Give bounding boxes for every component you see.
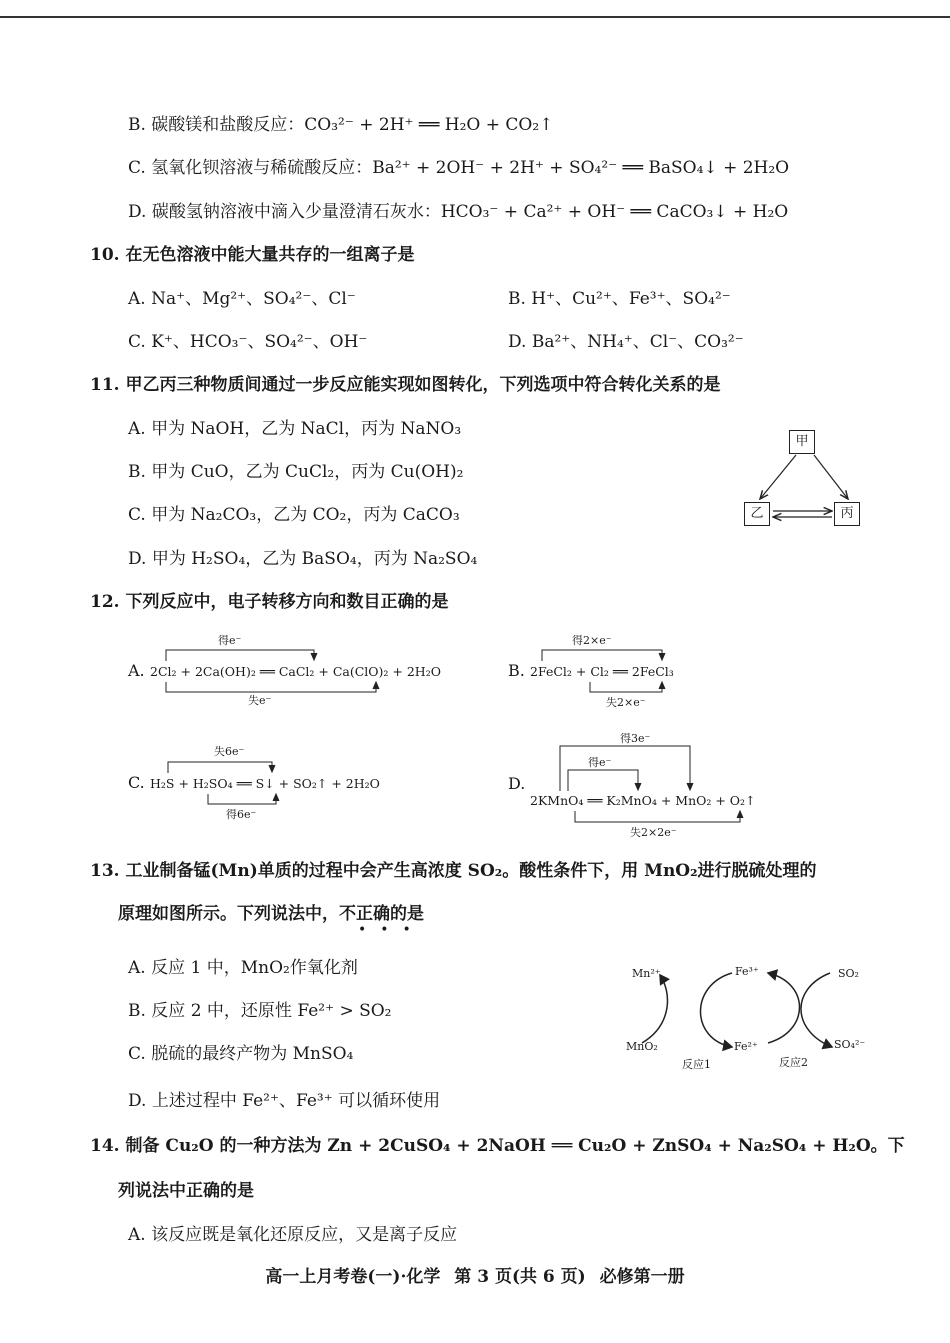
q14-option-a: A. 该反应既是氧化还原反应，又是离子反应 bbox=[128, 1225, 458, 1245]
q12-c-loss: 失6e⁻ bbox=[214, 745, 245, 758]
footer-page-number: 第 3 页(共 6 页) bbox=[454, 1267, 586, 1287]
q12-a-letter: A. bbox=[128, 661, 145, 680]
q12-a-gain: 得e⁻ bbox=[218, 634, 242, 647]
q9-option-c: C. 氢氧化钡溶液与稀硫酸反应：Ba²⁺ + 2OH⁻ + 2H⁺ + SO₄²⁻ ══ BaSO₄↓ + 2H₂O bbox=[128, 158, 790, 178]
q9-option-d: D. 碳酸氢钠溶液中滴入少量澄清石灰水：HCO₃⁻ + Ca²⁺ + OH⁻ ══ CaCO₃↓ + H₂O bbox=[128, 202, 789, 222]
q10-option-d: D. Ba²⁺、NH₄⁺、Cl⁻、CO₃²⁻ bbox=[508, 332, 744, 352]
q11-option-a: A. 甲为 NaOH，乙为 NaCl，丙为 NaNO₃ bbox=[128, 419, 462, 439]
q13-option-c: C. 脱硫的最终产物为 MnSO₄ bbox=[128, 1044, 354, 1064]
q9-option-b: B. 碳酸镁和盐酸反应：CO₃²⁻ + 2H⁺ ══ H₂O + CO₂↑ bbox=[128, 115, 554, 135]
q13-label-so4: SO₄²⁻ bbox=[834, 1038, 866, 1051]
q14-stem-line2: 列说法中正确的是 bbox=[118, 1181, 254, 1201]
q13-label-fe3: Fe³⁺ bbox=[735, 965, 759, 978]
q11-node-jia: 甲 bbox=[789, 430, 815, 454]
q13-option-d: D. 上述过程中 Fe²⁺、Fe³⁺ 可以循环使用 bbox=[128, 1091, 441, 1111]
q12-b-gain: 得2×e⁻ bbox=[572, 634, 612, 647]
q13-label-mn2: Mn²⁺ bbox=[632, 967, 661, 980]
q13-option-b: B. 反应 2 中，还原性 Fe²⁺ > SO₂ bbox=[128, 1001, 392, 1021]
q12-d-gain-3e: 得3e⁻ bbox=[620, 732, 651, 745]
q12-c-letter: C. bbox=[128, 773, 145, 792]
q14-stem-line1: 14. 制备 Cu₂O 的一种方法为 Zn + 2CuSO₄ + 2NaOH ══ Cu₂O + ZnSO₄ + Na₂SO₄ + H₂O。下 bbox=[90, 1136, 905, 1156]
q11-option-d: D. 甲为 H₂SO₄，乙为 BaSO₄，丙为 Na₂SO₄ bbox=[128, 549, 478, 569]
q12-stem: 12. 下列反应中，电子转移方向和数目正确的是 bbox=[90, 592, 449, 612]
q10-option-c: C. K⁺、HCO₃⁻、SO₄²⁻、OH⁻ bbox=[128, 332, 368, 352]
q12-d-letter: D. bbox=[508, 774, 526, 793]
q13-option-a: A. 反应 1 中，MnO₂作氧化剂 bbox=[128, 958, 358, 978]
q12-a-equation: 2Cl₂ + 2Ca(OH)₂ ══ CaCl₂ + Ca(ClO)₂ + 2H₂O bbox=[150, 664, 441, 679]
q12-b-letter: B. bbox=[508, 661, 525, 680]
q12-d-equation: 2KMnO₄ ══ K₂MnO₄ + MnO₂ + O₂↑ bbox=[530, 793, 756, 808]
q11-node-bing: 丙 bbox=[834, 502, 860, 526]
q12-b-loss: 失2×e⁻ bbox=[606, 696, 646, 709]
q10-option-a: A. Na⁺、Mg²⁺、SO₄²⁻、Cl⁻ bbox=[128, 289, 356, 309]
q13-label-mno2: MnO₂ bbox=[626, 1040, 658, 1053]
q12-b-equation: 2FeCl₂ + Cl₂ ══ 2FeCl₃ bbox=[530, 664, 674, 679]
q12-d-loss: 失2×2e⁻ bbox=[630, 826, 677, 839]
q11-option-b: B. 甲为 CuO，乙为 CuCl₂，丙为 Cu(OH)₂ bbox=[128, 462, 464, 482]
q13-label-so2: SO₂ bbox=[838, 967, 859, 980]
q12-c-equation: H₂S + H₂SO₄ ══ S↓ + SO₂↑ + 2H₂O bbox=[150, 776, 380, 791]
q12-c-gain: 得6e⁻ bbox=[226, 808, 257, 821]
q10-option-b: B. H⁺、Cu²⁺、Fe³⁺、SO₄²⁻ bbox=[508, 289, 731, 309]
q13-label-fe2: Fe²⁺ bbox=[734, 1040, 758, 1053]
q13-label-reaction2: 反应2 bbox=[779, 1056, 808, 1069]
q11-node-yi: 乙 bbox=[744, 502, 770, 526]
q13-label-reaction1: 反应1 bbox=[682, 1058, 711, 1071]
footer-title: 高一上月考卷(一)·化学 bbox=[265, 1267, 441, 1287]
q12-a-loss: 失e⁻ bbox=[248, 694, 272, 707]
emphasis-dots: ••• bbox=[358, 922, 425, 938]
q12-d-gain-e: 得e⁻ bbox=[588, 756, 612, 769]
q13-stem-line2: 原理如图所示。下列说法中，不正确的是 bbox=[118, 904, 424, 924]
footer-book: 必修第一册 bbox=[599, 1267, 685, 1287]
q13-stem-line1: 13. 工业制备锰(Mn)单质的过程中会产生高浓度 SO₂。酸性条件下，用 MnO₂进行脱硫处理的 bbox=[90, 861, 817, 881]
q10-stem: 10. 在无色溶液中能大量共存的一组离子是 bbox=[90, 245, 415, 265]
q11-option-c: C. 甲为 Na₂CO₃，乙为 CO₂，丙为 CaCO₃ bbox=[128, 505, 460, 525]
page-footer bbox=[0, 1262, 950, 1287]
q11-stem: 11. 甲乙丙三种物质间通过一步反应能实现如图转化，下列选项中符合转化关系的是 bbox=[90, 375, 721, 395]
